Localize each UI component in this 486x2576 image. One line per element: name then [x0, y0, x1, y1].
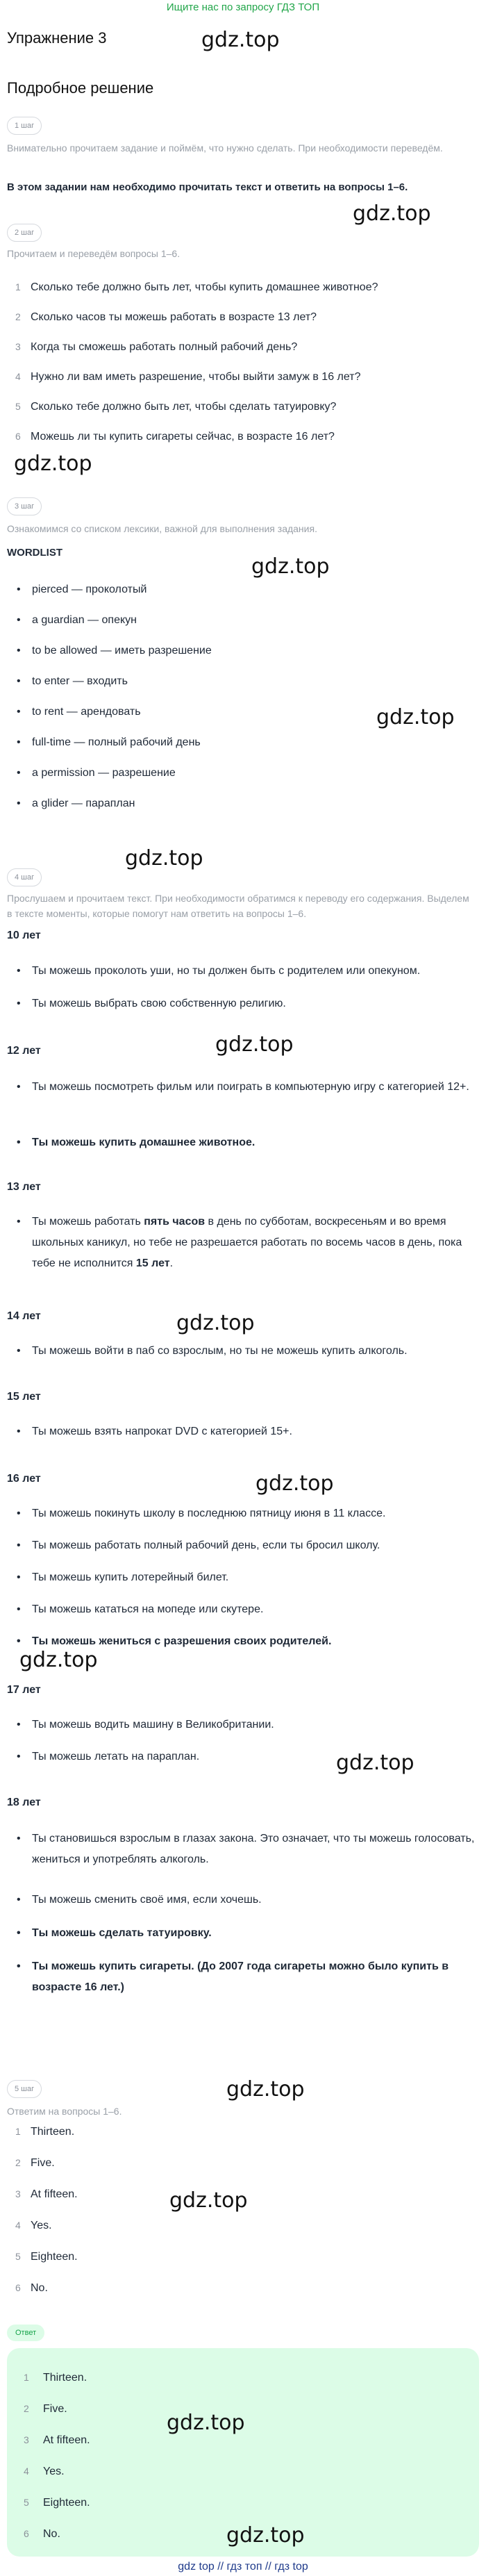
search-banner[interactable]: Ищите нас по запросу ГДЗ ТОП	[166, 1, 320, 13]
list-item: 4 Yes.	[15, 2220, 52, 2231]
list-item: 1 Сколько тебе должно быть лет, чтобы купить домашнее животное?	[15, 281, 378, 293]
list-item: • to enter — входить	[17, 675, 128, 687]
list-item: 5 Сколько тебе должно быть лет, чтобы сделать татуировку?	[15, 401, 337, 413]
step-badge: 4 шаг	[7, 868, 42, 886]
list-item: 2 Five.	[15, 2157, 55, 2169]
list-item: • full-time — полный рабочий день	[17, 736, 201, 748]
step-note: Ответим на вопросы 1–6.	[7, 2106, 122, 2117]
step-note: Внимательно прочитаем задание и поймём, что нужно сделать. При необходимости переведём.	[7, 142, 443, 154]
age-heading: 13 лет	[7, 1181, 41, 1193]
age-heading: 18 лет	[7, 1797, 41, 1808]
step-badge: 5 шаг	[7, 2080, 42, 2098]
watermark: gdz.top	[125, 846, 203, 870]
step-note: Прослушаем и прочитаем текст. При необходимости обратимся к переводу его содержания. Выделем в тексте моменты, которые помогут нам ответить на вопросы 1–6.	[7, 893, 469, 919]
list-item: 2 Сколько часов ты можешь работать в возрасте 13 лет?	[15, 311, 317, 323]
age-heading: 16 лет	[7, 1473, 41, 1485]
list-item: 2 Five.	[24, 2403, 67, 2415]
watermark: gdz.top	[169, 2188, 248, 2213]
age-heading: 14 лет	[7, 1310, 41, 1322]
watermark: gdz.top	[226, 2523, 305, 2548]
watermark: gdz.top	[251, 554, 330, 579]
step-badge: 3 шаг	[7, 497, 42, 515]
list-item: • a glider — параплан	[17, 798, 135, 809]
list-item: 5 Eighteen.	[15, 2251, 78, 2263]
watermark: gdz.top	[19, 1648, 98, 1672]
list-item: • to be allowed — иметь разрешение	[17, 645, 212, 657]
step-note: Прочитаем и переведём вопросы 1–6.	[7, 248, 181, 259]
step-badge: 1 шаг	[7, 117, 42, 135]
list-item: • Ты можешь купить лотерейный билет.	[17, 1571, 229, 1583]
list-item: 5 Eighteen.	[24, 2497, 90, 2509]
list-item: • Ты можешь войти в паб со взрослым, но ты не можешь купить алкоголь.	[17, 1345, 408, 1357]
list-item: 3 At fifteen.	[15, 2188, 78, 2200]
page-title: Упражнение 3	[7, 29, 107, 47]
list-item: • Ты можешь работать пять часов в день по субботам, воскресеньям и во время школьных каникул, но тебе не разрешается работать по восемь часов в день, пока тебе не исполнится 15 лет.	[17, 1216, 462, 1269]
list-item: 6 No.	[24, 2528, 60, 2540]
list-item: • pierced — проколотый	[17, 584, 147, 595]
list-item: • a permission — разрешение	[17, 767, 176, 779]
list-item: • Ты можешь купить сигареты. (До 2007 года сигареты можно было купить в возрасте 16 лет.)	[17, 1960, 449, 1993]
age-heading: 17 лет	[7, 1684, 41, 1696]
list-item: • Ты можешь жениться с разрешения своих родителей.	[17, 1635, 332, 1647]
watermark: gdz.top	[201, 28, 280, 52]
list-item: • Ты можешь водить машину в Великобритании.	[17, 1719, 274, 1731]
watermark: gdz.top	[226, 2077, 305, 2102]
list-item: • Ты можешь покинуть школу в последнюю пятницу июня в 11 классе.	[17, 1508, 386, 1519]
watermark: gdz.top	[255, 1471, 334, 1496]
age-heading: 10 лет	[7, 930, 41, 941]
step-text: В этом задании нам необходимо прочитать текст и ответить на вопросы 1–6.	[7, 181, 408, 193]
watermark: gdz.top	[215, 1032, 294, 1057]
section-title: Подробное решение	[7, 79, 154, 97]
list-item: • to rent — арендовать	[17, 706, 141, 718]
list-item: 3 Когда ты сможешь работать полный рабочий день?	[15, 341, 298, 353]
watermark: gdz.top	[353, 201, 431, 226]
list-item: • Ты становишься взрослым в глазах закона. Это означает, что ты можешь голосовать, жениться и употреблять алкоголь.	[17, 1833, 475, 1865]
watermark: gdz.top	[14, 452, 92, 476]
list-item: • Ты можешь взять напрокат DVD с категорией 15+.	[17, 1426, 292, 1437]
list-item: • Ты можешь выбрать свою собственную религию.	[17, 998, 286, 1009]
watermark: gdz.top	[176, 1311, 255, 1335]
step-badge: 2 шаг	[7, 224, 42, 242]
list-item: 1 Thirteen.	[15, 2126, 75, 2138]
list-item: • Ты можешь сменить своё имя, если хочешь.	[17, 1894, 262, 1906]
list-item: 1 Thirteen.	[24, 2372, 87, 2384]
list-item: • Ты можешь работать полный рабочий день, если ты бросил школу.	[17, 1539, 380, 1551]
list-item: • Ты можешь сделать татуировку.	[17, 1927, 212, 1939]
list-item: • Ты можешь летать на параплан.	[17, 1751, 200, 1762]
watermark: gdz.top	[336, 1751, 414, 1775]
list-item: 4 Нужно ли вам иметь разрешение, чтобы выйти замуж в 16 лет?	[15, 371, 361, 383]
list-item: 6 No.	[15, 2282, 48, 2294]
watermark: gdz.top	[167, 2411, 245, 2435]
list-item: • Ты можешь купить домашнее животное.	[17, 1137, 255, 1148]
age-heading: 15 лет	[7, 1391, 41, 1403]
age-heading: 12 лет	[7, 1045, 41, 1057]
list-item: • Ты можешь проколоть уши, но ты должен быть с родителем или опекуном.	[17, 965, 421, 977]
answer-badge: Ответ	[7, 2325, 44, 2341]
step-note: Ознакомимся со списком лексики, важной для выполнения задания.	[7, 523, 317, 534]
list-item: 4 Yes.	[24, 2466, 65, 2477]
list-item: • Ты можешь кататься на мопеде или скутере.	[17, 1603, 264, 1615]
list-item: • Ты можешь посмотреть фильм или поиграть в компьютерную игру с категорией 12+.	[17, 1081, 469, 1093]
footer-links[interactable]: gdz top // гдз топ // гдз top	[178, 2561, 308, 2573]
list-item: 3 At fifteen.	[24, 2434, 90, 2446]
list-item: • a guardian — опекун	[17, 614, 137, 626]
list-item: 6 Можешь ли ты купить сигареты сейчас, в возрасте 16 лет?	[15, 431, 335, 443]
wordlist-heading: WORDLIST	[7, 547, 62, 559]
watermark: gdz.top	[376, 705, 455, 729]
